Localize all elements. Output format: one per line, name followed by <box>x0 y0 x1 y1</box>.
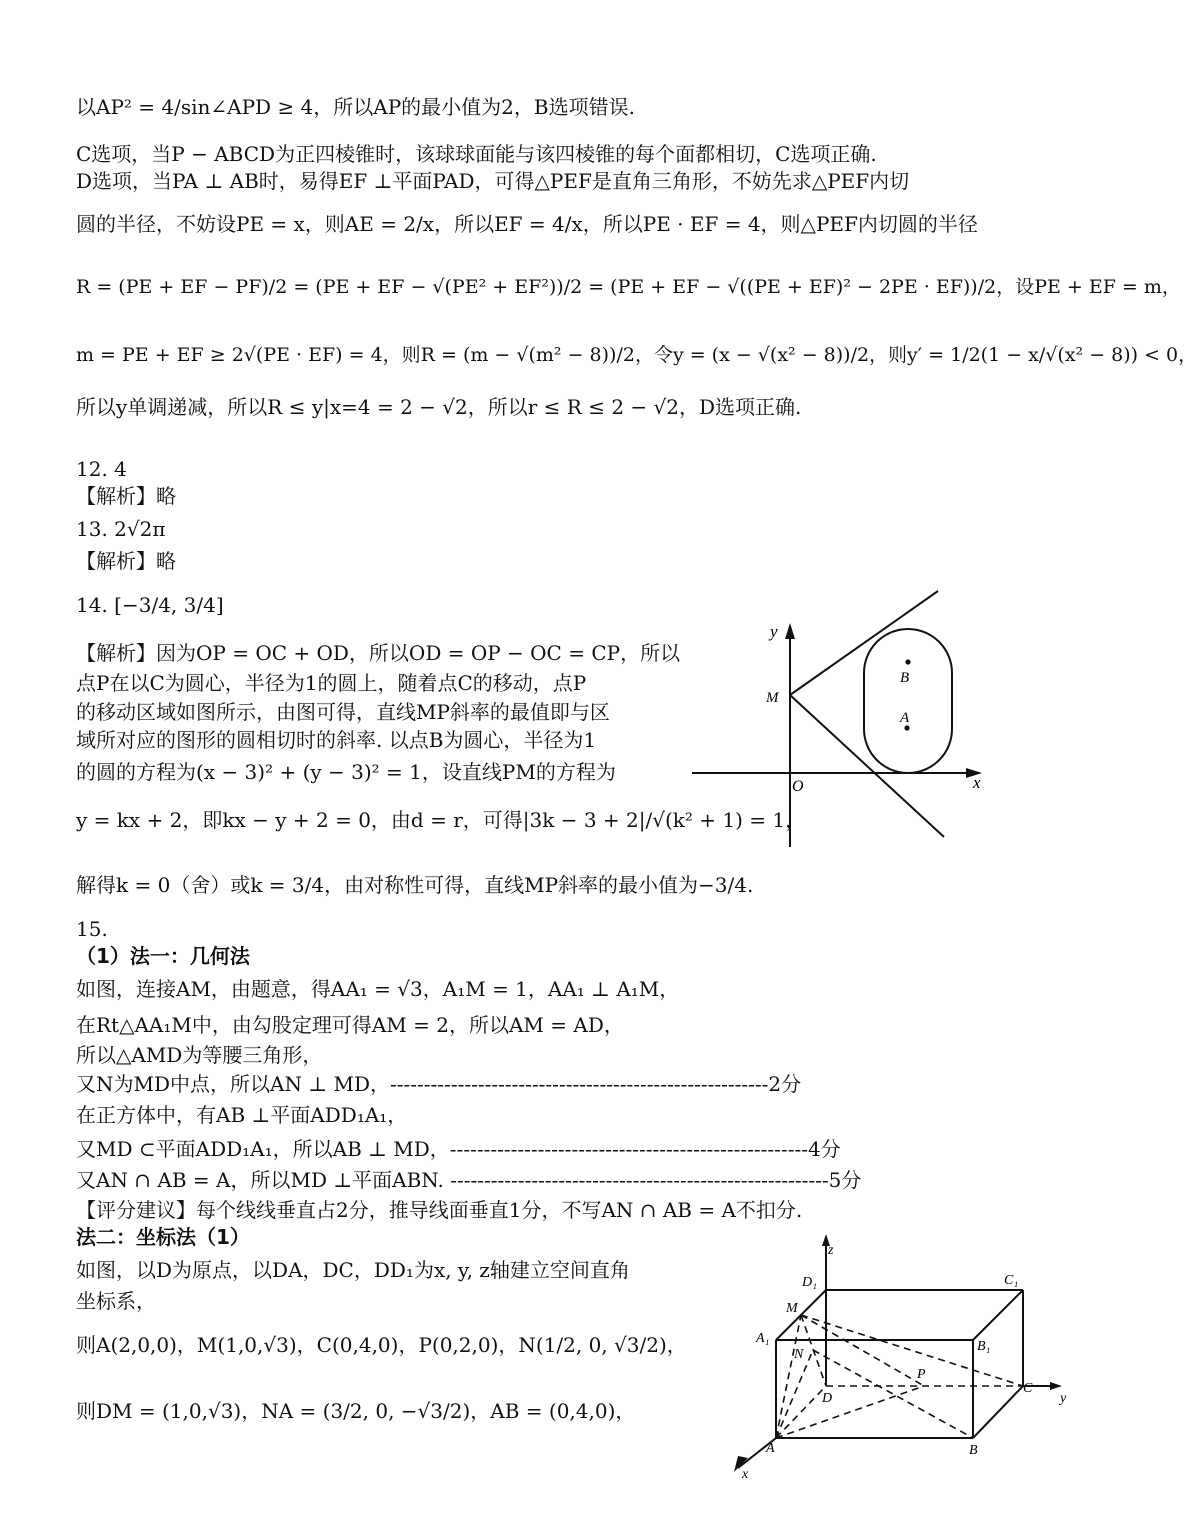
question-15-number: 15. <box>76 917 108 941</box>
text-line: m = PE + EF ≥ 2√(PE · EF) = 4，则R = (m − √(m² − 8))/2，令y = (x − √(x² − 8))/2，则y′ = 1/2(1 − x/√(x² − 8)) < 0， <box>76 344 1197 366</box>
text-line: 圆的半径，不妨设PE = x，则AE = 2/x，所以EF = 4/x，所以PE · EF = 4，则△PEF内切圆的半径 <box>76 212 978 236</box>
z-axis-label: z <box>828 1243 834 1258</box>
text-line: 在正方体中，有AB ⊥平面ADD₁A₁， <box>76 1103 408 1127</box>
text-line: 又N为MD中点，所以AN ⊥ MD，--------------------------------------------------------2分 <box>76 1072 802 1096</box>
point-d-label: D <box>822 1391 833 1406</box>
text-line: 所以y单调递减，所以R ≤ y|x=4 = 2 − √2，所以r ≤ R ≤ 2 − √2，D选项正确. <box>76 395 802 419</box>
answer-13: 13. 2√2π <box>76 517 166 541</box>
text-line: 如图，以D为原点，以DA，DC，DD₁为x, y, z轴建立空间直角 <box>76 1258 630 1282</box>
cuboid-coordinate-figure <box>726 1232 1076 1480</box>
point-d1-label: D₁ <box>802 1275 817 1290</box>
text-line: 的圆的方程为(x − 3)² + (y − 3)² = 1，设直线PM的方程为 <box>76 760 616 784</box>
analysis-12: 【解析】略 <box>76 484 176 508</box>
text-line: 则DM = (1,0,√3)，NA = (3/2, 0, −√3/2)，AB = (0,4,0)， <box>76 1399 636 1423</box>
point-b-label: B <box>969 1443 978 1458</box>
text-line: 则A(2,0,0)，M(1,0,√3)，C(0,4,0)，P(0,2,0)，N(1/2, 0, √3/2)， <box>76 1333 687 1357</box>
text-line: D选项，当PA ⊥ AB时，易得EF ⊥平面PAD，可得△PEF是直角三角形，不妨先求△PEF内切 <box>76 169 910 193</box>
y-axis-label: y <box>770 622 778 641</box>
point-c1-label: C₁ <box>1004 1273 1019 1288</box>
hidden-edge-ad <box>776 1386 826 1438</box>
y-axis-label: y <box>1060 1391 1067 1406</box>
segment-mp <box>801 1315 924 1386</box>
point-b <box>905 659 910 664</box>
segment-nb <box>813 1350 973 1438</box>
point-m-label: M <box>766 690 779 706</box>
segment-am <box>776 1315 801 1438</box>
tangent-line-lower <box>790 695 944 837</box>
point-a1-label: A₁ <box>756 1331 770 1346</box>
text-line: 域所对应的图形的圆相切时的斜率. 以点B为圆心，半径为1 <box>76 728 597 752</box>
text-line: 如图，连接AM，由题意，得AA₁ = √3，A₁M = 1，AA₁ ⊥ A₁M， <box>76 977 680 1001</box>
text-line: 又MD ⊂平面ADD₁A₁，所以AB ⊥ MD，-----------------------------------------------------4分 <box>76 1137 841 1161</box>
answer-12: 12. 4 <box>76 457 127 481</box>
answer-14: 14. [−3/4, 3/4] <box>76 593 224 617</box>
text-line: 【解析】因为OP = OC + OD，所以OD = OP − OC = CP，所以 <box>76 641 681 665</box>
point-a-label: A <box>900 710 910 726</box>
segment-an <box>776 1350 813 1438</box>
edge-b1c1 <box>973 1290 1023 1340</box>
point-a <box>904 725 909 730</box>
segment-ap <box>776 1386 924 1438</box>
text-line: 坐标系， <box>76 1289 156 1313</box>
text-line: C选项，当P − ABCD为正四棱锥时，该球球面能与该四棱锥的每个面都相切，C选项正确. <box>76 142 877 166</box>
point-p-label: P <box>917 1367 926 1382</box>
text-line: 又AN ∩ AB = A，所以MD ⊥平面ABN. --------------------------------------------------------5分 <box>76 1168 862 1192</box>
y-axis-arrow <box>785 623 795 639</box>
text-line: R = (PE + EF − PF)/2 = (PE + EF − √(PE² + EF²))/2 = (PE + EF − √((PE + EF)² − 2PE · EF))/2，设PE + EF = m， <box>76 276 1181 298</box>
point-b-label: B <box>900 670 910 686</box>
text-line: 解得k = 0（舍）或k = 3/4，由对称性可得，直线MP斜率的最小值为−3/4. <box>76 873 754 897</box>
point-b1-label: B₁ <box>977 1339 991 1354</box>
text-line: 点P在以C为圆心，半径为1的圆上，随着点C的移动，点P <box>76 671 587 695</box>
point-c-label: C <box>1023 1381 1033 1396</box>
analysis-13: 【解析】略 <box>76 549 176 573</box>
origin-label: O <box>792 778 804 795</box>
text-line: 的移动区域如图所示，由图可得，直线MP斜率的最值即与区 <box>76 700 610 724</box>
text-line: y = kx + 2，即kx − y + 2 = 0，由d = r，可得|3k − 3 + 2|/√(k² + 1) = 1， <box>76 808 806 832</box>
edge-bc <box>973 1386 1023 1438</box>
method-heading: 法二：坐标法（1） <box>76 1225 250 1249</box>
x-axis-label: x <box>973 773 981 792</box>
point-a-label: A <box>766 1441 775 1456</box>
tangent-region-figure <box>688 585 988 855</box>
text-line: 【评分建议】每个线线垂直占2分，推导线面垂直1分，不写AN ∩ AB = A不扣分. <box>76 1198 803 1222</box>
y-axis-arrow <box>1050 1382 1062 1390</box>
x-axis-label: x <box>742 1467 749 1482</box>
point-m-label: M <box>786 1301 798 1316</box>
text-line: 在Rt△AA₁M中，由勾股定理可得AM = 2，所以AM = AD， <box>76 1013 624 1037</box>
stadium-region <box>864 629 952 773</box>
text-line: 所以△AMD为等腰三角形， <box>76 1043 323 1067</box>
point-n-label: N <box>794 1347 804 1362</box>
method-heading: （1）法一：几何法 <box>76 944 250 968</box>
text-line: 以AP² = 4/sin∠APD ≥ 4，所以AP的最小值为2，B选项错误. <box>76 95 635 119</box>
